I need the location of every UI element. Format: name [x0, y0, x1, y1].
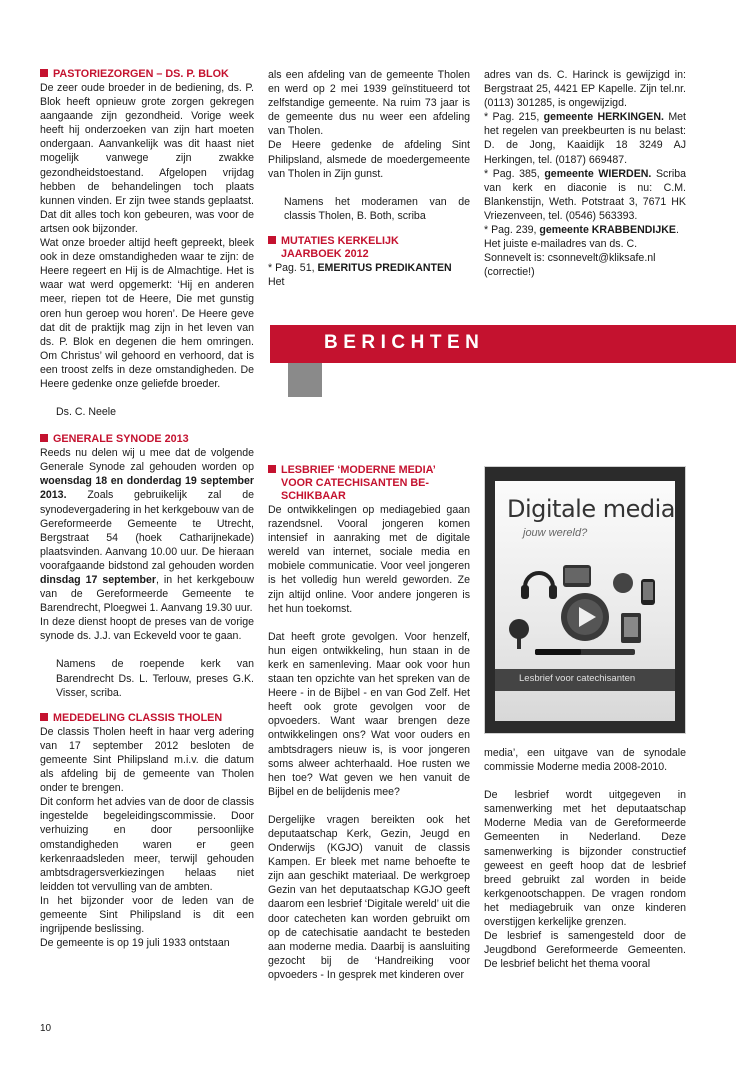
paragraph: * Pag. 215, gemeente HERKINGEN. Met het regelen van preekbeurten is nu belast: D. de Jong, Kaaidijk 18 3249 AJ Herkingen, tel. (0187) 669487. [484, 111, 686, 166]
signature: Namens de roepende kerk van Barendrecht Ds. L. Terlouw, preses G.K. Visser, scriba. [56, 658, 254, 699]
paragraph: Het juiste e-mailadres van ds. C. Sonnevelt is: csonnevelt@kliksafe.nl (correctie!) [484, 238, 656, 279]
cover-caption: Lesbrief voor catechisanten [519, 673, 636, 684]
signature: Namens het moderamen van de classis Tholen, B. Both, scriba [284, 195, 470, 222]
banner-grey-block [288, 363, 322, 397]
paragraph: als een afdeling van de gemeente Tholen en werd op 2 mei 1939 geïnstitueerd tot zelfstandige gemeente. Na ruim 73 jaar is de gemeente dus nu weer een afdeling van Tholen. [268, 69, 470, 138]
paragraph: De lesbrief is samengesteld door de Jeugdbond Gereformeerde Gemeenten. De lesbrief belicht het thema vooral [484, 930, 686, 971]
bullet-square-icon [40, 713, 48, 721]
paragraph: adres van ds. C. Harinck is gewijzigd in: Bergstraat 25, 4421 EP Kapelle. Zijn tel.nr. (0113) 301285, is ongewijzigd. [484, 69, 686, 110]
heading-mededeling-classis: MEDEDELING CLASSIS THOLEN [40, 712, 254, 725]
paragraph: Dat heeft grote gevolgen. Voor henzelf, hun eigen ontwikkeling, hun staan in de kerk en samenleving. Maar ook voor hun staan ten opzichte van het spreken van de Heere - in de Bijbel - en van God Zelf. Het heeft ook grote gevolgen voor de opvoeders. Want waar brengen deze ontwikkelingen ons? Wat voor ouders en ambtsdragers nieuw is, is voor jongeren soms alweer achterhaald. Hoe rusten we hen toe? Wat geven we hen vanuit de Bijbel en de belijdenis mee? [268, 630, 470, 798]
paragraph: De ontwikkelingen op mediagebied gaan razendsnel. Vooral jongeren komen intensief in aanraking met de digitale wereld van internet, sociale media en mobiele communicatie. Voor veel jongeren is het volledig hun wereld geworden. Ze zijn altijd online. Voor andere jongeren is het hun toekomst. [268, 504, 470, 615]
column-1 [40, 68, 254, 950]
paragraph: De zeer oude broeder in de bediening, ds. P. Blok heeft opnieuw grote zorgen gekregen aangaande zijn gezondheid. Vorige week heeft hij onderzoeken van zijn hart moeten ondergaan. Aanvankelijk was dit haast niet mogelijk vanwege zijn zwakke gezondheidstoestand. Afgelopen vrijdag hebben de behandelingen toch plaats kunnen vinden. Er zijn twee stands geplaatst. Dat dit alles toch kon gebeuren, was voor de artsen ook bijzonder. [40, 82, 254, 235]
heading-mutaties-jaarboek: MUTATIES KERKELIJK JAARBOEK 2012 [268, 235, 470, 261]
column-2-top [268, 68, 470, 289]
heading-lesbrief: LESBRIEF ‘MODERNE MEDIA’ VOOR CATECHISANTEN BE- SCHIKBAAR [268, 464, 470, 503]
signature: Ds. C. Neele [56, 406, 117, 419]
paragraph: Dit conform het advies van de door de classis ingestelde begeleidingscommissie. Door verhuizing en door persoonlijke omstandigheden waren er geen kerkenraadsleden meer, terwijl gehouden ambtsdragersverkiezingen helaas niet leidden tot vervulling van de ambten. [40, 796, 254, 893]
paragraph: De Heere gedenke de afdeling Sint Philipsland, alsmede de moedergemeente van Tholen in Zijn gunst. [268, 139, 470, 180]
paragraph: Wat onze broeder altijd heeft gepreekt, bleek ook in deze omstandigheden waar te zijn: de Heere regeert en Hij is de Almachtige. Het is waar wat werd opgemerkt: ‘Hij en anderen meer, riepen tot de Heere, Die met gunstig oren hun geroep wou horen’. De Heere geve dat dit de praktijk mag zijn in het leven van ds. P. Blok en degenen die hem omringen. Om Christus’ wil gehoord en verhoord, dat is een troost zelfs in deze omstandigheden. De Heere gedenke onze geliefde broeder. [40, 237, 254, 390]
paragraph: In het bijzonder voor de leden van de gemeente Sint Philipsland is dit een ingrijpende beslissing. [40, 894, 254, 936]
bullet-square-icon [40, 69, 48, 77]
cover-subtitle: jouw wereld? [523, 527, 588, 539]
paragraph: Reeds nu delen wij u mee dat de volgende Generale Synode zal gehouden worden op woensdag 18 en donderdag 19 september 2013. Zoals gebruikelijk zal de synodevergadering in het kerkgebouw van de Gereformeerde Gemeente te Utrecht, Bergstraat 54 (hoek Catharijnekade) plaatsvinden. Aanvang 10.00 uur. De hieraan voorafgaande bidstond zal gehouden worden dinsdag 17 september, in het kerkgebouw van de Gereformeerde Gemeente te Barendrecht, Ploegwei 1. Aanvang 19.30 uur. [40, 447, 254, 615]
section-title: BERICHTEN [324, 332, 485, 353]
bullet-square-icon [268, 465, 276, 473]
media-devices-icon [505, 557, 665, 661]
paragraph: media’, een uitgave van de synodale commissie Moderne media 2008-2010. [484, 747, 686, 774]
column-2-bottom [268, 464, 470, 982]
heading-pastoriezorgen: PASTORIEZORGEN – DS. P. BLOK [40, 68, 254, 81]
cover-panel [495, 481, 675, 721]
paragraph: Dergelijke vragen bereikten ook het deputaatschap Kerk, Gezin, Jeugd en Onderwijs (KGJO) vanuit de classis Kampen. Er bleek met name behoefte te zijn aan geschikt materiaal. De werkgroep Gezin van het deputaatschap KGJO geeft daarom een lesbrief ‘Digitale wereld’ uit die door catecheten kan worden gebruikt om op de catechisatie aandacht te besteden aan moderne media. Daarbij is aansluiting gezocht bij de ‘Handreiking voor opvoeders - In gesprek met kinderen over [268, 813, 470, 981]
paragraph: De lesbrief wordt uitgegeven in samenwerking met het deputaatschap Moderne Media van de Gereformeerde Gemeenten in Nederland. Deze samenwerking is bijzonder constructief geweest en geeft hoop dat de lesbrief breed gebruikt zal worden in beide kerkgenootschappen. De vragen rondom het mediagebruik van onze kinderen overstijgen kerkelijke grenzen. [484, 789, 686, 929]
paragraph: * Pag. 51, EMERITUS PREDIKANTEN Het [268, 261, 452, 289]
cover-title: Digitale media [507, 495, 675, 523]
lesbrief-cover-image [484, 466, 686, 734]
bullet-square-icon [268, 236, 276, 244]
heading-generale-synode: GENERALE SYNODE 2013 [40, 433, 254, 446]
bullet-square-icon [40, 434, 48, 442]
paragraph: De gemeente is op 19 juli 1933 ontstaan [40, 937, 230, 950]
column-3-bottom [484, 746, 686, 971]
page-number: 10 [40, 1023, 52, 1034]
column-3-top [484, 68, 686, 279]
paragraph: In deze dienst hoopt de preses van de vorige synode ds. J.J. van Eckeveld voor te gaan. [40, 616, 254, 643]
paragraph: * Pag. 239, gemeente KRABBENDIJKE. [484, 224, 679, 237]
paragraph: * Pag. 385, gemeente WIERDEN. Scriba van kerk en diaconie is nu: C.M. Blankenstijn, Weth. Potstraat 3, 7671 HK Vriezenveen, tel. (0546) 563393. [484, 167, 686, 222]
paragraph: De classis Tholen heeft in haar verg adering van 17 september 2012 besloten de gemeente Sint Philipsland m.i.v. die datum als afdeling bij de gemeente van Tholen onder te brengen. [40, 725, 254, 795]
